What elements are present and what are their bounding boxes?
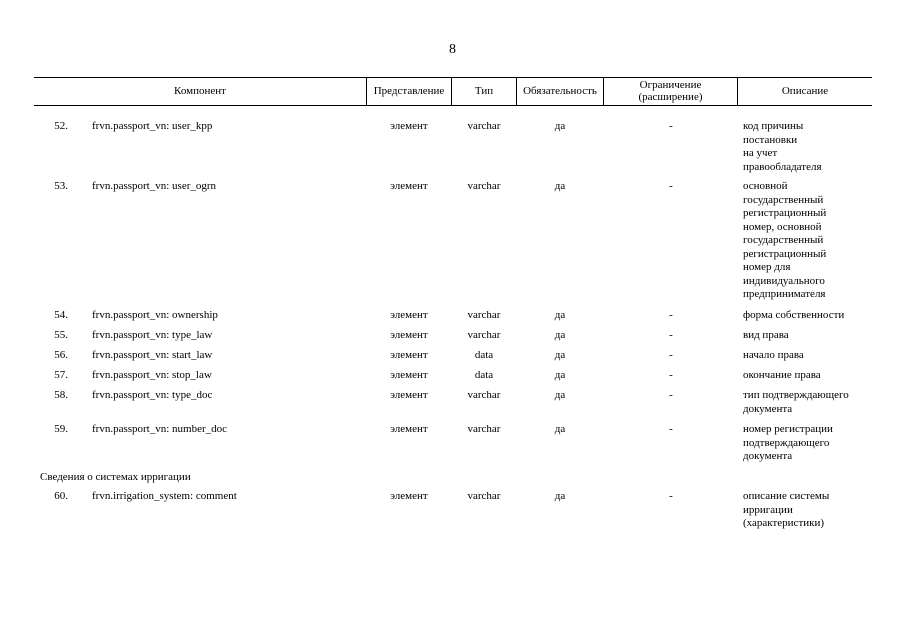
row-number: 56.: [54, 349, 68, 361]
row-description: тип подтверждающего документа: [743, 389, 849, 415]
row-required: да: [554, 180, 566, 192]
row-type: data: [474, 369, 494, 381]
row-limit: -: [669, 180, 673, 192]
row-representation: элемент: [390, 329, 428, 341]
row-description: код причины постановки на учет правообладателя: [743, 120, 822, 173]
row-required: да: [554, 309, 566, 321]
row-limit: -: [669, 369, 673, 381]
row-number: 55.: [54, 329, 68, 341]
row-component: frvn.passport_vn: user_kpp: [92, 120, 213, 132]
header-required: Обязательность: [523, 85, 597, 97]
row-limit: -: [669, 389, 673, 401]
row-representation: элемент: [390, 369, 428, 381]
row-description: основной государственный регистрационный номер, основной государственный регистрационный номер для индивидуального предпринимателя: [743, 180, 827, 300]
row-limit: -: [669, 120, 673, 132]
row-description: номер регистрации подтверждающего документа: [743, 423, 833, 462]
row-required: да: [554, 349, 566, 361]
row-component: frvn.passport_vn: ownership: [92, 309, 218, 321]
row-type: varchar: [467, 180, 501, 192]
header-type: Тип: [474, 85, 494, 97]
row-component: frvn.passport_vn: type_law: [92, 329, 213, 341]
row-limit: -: [669, 423, 673, 435]
row-description: окончание права: [743, 369, 821, 381]
row-representation: элемент: [390, 490, 428, 502]
row-number: 59.: [54, 423, 68, 435]
row-number: 52.: [54, 120, 68, 132]
row-component: frvn.passport_vn: stop_law: [92, 369, 212, 381]
row-component: frvn.irrigation_system: comment: [92, 490, 237, 502]
row-required: да: [554, 369, 566, 381]
row-required: да: [554, 389, 566, 401]
row-type: data: [474, 349, 494, 361]
row-type: varchar: [467, 329, 501, 341]
row-representation: элемент: [390, 423, 428, 435]
header-limit: Ограничение (расширение): [638, 79, 703, 103]
row-type: varchar: [467, 423, 501, 435]
row-representation: элемент: [390, 180, 428, 192]
header-component: Компонент: [174, 85, 226, 97]
header-representation: Представление: [373, 85, 445, 97]
page-number: 8: [449, 42, 456, 57]
row-description: начало права: [743, 349, 804, 361]
row-required: да: [554, 329, 566, 341]
row-type: varchar: [467, 490, 501, 502]
row-component: frvn.passport_vn: type_doc: [92, 389, 213, 401]
row-component: frvn.passport_vn: user_ogrn: [92, 180, 217, 192]
row-required: да: [554, 423, 566, 435]
row-description: форма собственности: [743, 309, 845, 321]
row-representation: элемент: [390, 309, 428, 321]
row-component: frvn.passport_vn: start_law: [92, 349, 213, 361]
row-limit: -: [669, 349, 673, 361]
row-number: 60.: [54, 490, 68, 502]
row-required: да: [554, 120, 566, 132]
table-header-bottom-rule: [34, 105, 872, 106]
row-description: описание системы ирригации (характеристики): [743, 490, 830, 529]
row-number: 58.: [54, 389, 68, 401]
row-required: да: [554, 490, 566, 502]
row-representation: элемент: [390, 389, 428, 401]
row-limit: -: [669, 329, 673, 341]
row-type: varchar: [467, 309, 501, 321]
row-description: вид права: [743, 329, 789, 341]
section-title: Сведения о системах ирригации: [40, 471, 191, 483]
header-description: Описание: [781, 85, 829, 97]
row-number: 53.: [54, 180, 68, 192]
row-limit: -: [669, 490, 673, 502]
row-limit: -: [669, 309, 673, 321]
row-component: frvn.passport_vn: number_doc: [92, 423, 228, 435]
row-number: 54.: [54, 309, 68, 321]
row-number: 57.: [54, 369, 68, 381]
row-representation: элемент: [390, 349, 428, 361]
row-type: varchar: [467, 120, 501, 132]
row-representation: элемент: [390, 120, 428, 132]
row-type: varchar: [467, 389, 501, 401]
